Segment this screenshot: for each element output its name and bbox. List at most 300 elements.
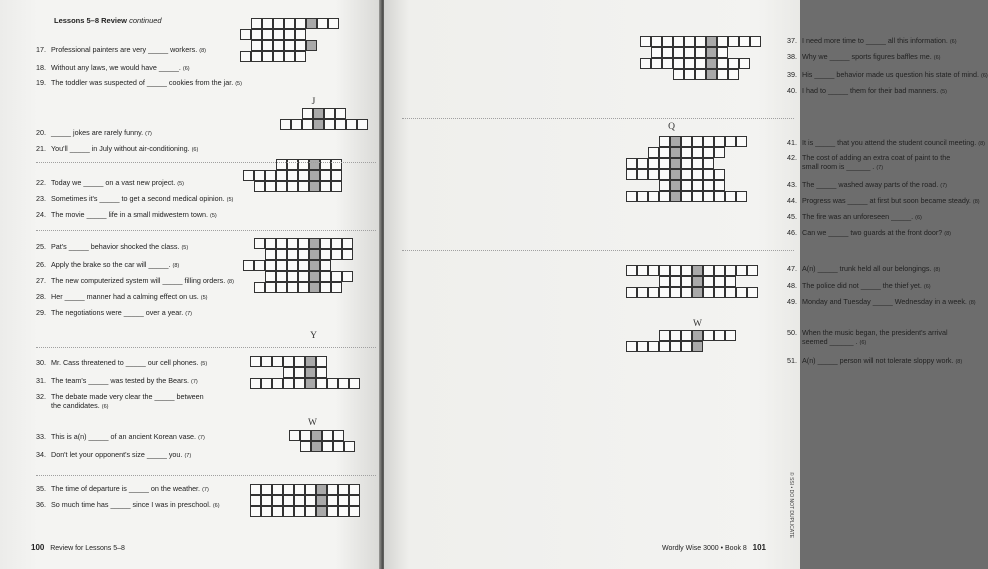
grid-cell[interactable] xyxy=(322,441,333,452)
answer-blank[interactable]: _____ xyxy=(146,450,167,459)
grid-cell[interactable] xyxy=(637,287,648,298)
grid-cell[interactable] xyxy=(272,495,283,506)
grid-cell[interactable] xyxy=(287,170,298,181)
grid-cell[interactable] xyxy=(681,265,692,276)
grid-cell[interactable] xyxy=(706,36,717,47)
grid-cell[interactable] xyxy=(626,341,637,352)
grid-cell[interactable] xyxy=(736,287,747,298)
grid-cell[interactable] xyxy=(298,271,309,282)
grid-cell[interactable] xyxy=(295,18,306,29)
grid-cell[interactable] xyxy=(276,282,287,293)
grid-cell[interactable] xyxy=(265,170,276,181)
grid-cell[interactable] xyxy=(265,260,276,271)
grid-cell[interactable] xyxy=(651,58,662,69)
grid-cell[interactable] xyxy=(276,159,287,170)
grid-cell[interactable] xyxy=(692,158,703,169)
grid-cell[interactable] xyxy=(626,158,637,169)
grid-cell[interactable] xyxy=(316,495,327,506)
grid-cell[interactable] xyxy=(659,169,670,180)
grid-cell[interactable] xyxy=(327,484,338,495)
grid-cell[interactable] xyxy=(305,495,316,506)
grid-cell[interactable] xyxy=(706,69,717,80)
grid-cell[interactable] xyxy=(692,169,703,180)
grid-cell[interactable] xyxy=(670,180,681,191)
grid-cell[interactable] xyxy=(272,356,283,367)
grid-cell[interactable] xyxy=(684,47,695,58)
answer-blank[interactable]: _____ xyxy=(847,196,868,205)
grid-cell[interactable] xyxy=(335,119,346,130)
answer-blank[interactable]: _____ xyxy=(891,212,912,221)
grid-cell[interactable] xyxy=(725,191,736,202)
answer-blank[interactable]: _____ xyxy=(99,194,120,203)
grid-cell[interactable] xyxy=(294,506,305,517)
grid-cell[interactable] xyxy=(703,276,714,287)
grid-cell[interactable] xyxy=(692,180,703,191)
grid-cell[interactable] xyxy=(254,181,265,192)
grid-cell[interactable] xyxy=(287,159,298,170)
grid-cell[interactable] xyxy=(747,265,758,276)
grid-cell[interactable] xyxy=(254,238,265,249)
grid-cell[interactable] xyxy=(695,58,706,69)
grid-cell[interactable] xyxy=(261,378,272,389)
grid-cell[interactable] xyxy=(276,271,287,282)
grid-cell[interactable] xyxy=(344,441,355,452)
grid-cell[interactable] xyxy=(648,158,659,169)
answer-blank[interactable]: _____ xyxy=(64,292,85,301)
grid-cell[interactable] xyxy=(648,147,659,158)
grid-cell[interactable] xyxy=(298,181,309,192)
grid-cell[interactable] xyxy=(637,265,648,276)
grid-cell[interactable] xyxy=(739,36,750,47)
grid-cell[interactable] xyxy=(262,29,273,40)
answer-blank[interactable]: _____ xyxy=(88,432,109,441)
grid-cell[interactable] xyxy=(250,506,261,517)
grid-cell[interactable] xyxy=(673,58,684,69)
grid-cell[interactable] xyxy=(316,378,327,389)
grid-cell[interactable] xyxy=(338,484,349,495)
grid-cell[interactable] xyxy=(681,287,692,298)
grid-cell[interactable] xyxy=(287,282,298,293)
grid-cell[interactable] xyxy=(320,282,331,293)
grid-cell[interactable] xyxy=(714,287,725,298)
grid-cell[interactable] xyxy=(342,238,353,249)
grid-cell[interactable] xyxy=(335,108,346,119)
grid-cell[interactable] xyxy=(673,36,684,47)
grid-cell[interactable] xyxy=(309,159,320,170)
grid-cell[interactable] xyxy=(306,18,317,29)
grid-cell[interactable] xyxy=(272,484,283,495)
answer-blank[interactable]: _____ xyxy=(814,70,835,79)
grid-cell[interactable] xyxy=(276,260,287,271)
grid-cell[interactable] xyxy=(342,271,353,282)
grid-cell[interactable] xyxy=(287,271,298,282)
grid-cell[interactable] xyxy=(349,378,360,389)
grid-cell[interactable] xyxy=(659,191,670,202)
grid-cell[interactable] xyxy=(298,238,309,249)
grid-cell[interactable] xyxy=(659,265,670,276)
grid-cell[interactable] xyxy=(298,249,309,260)
grid-cell[interactable] xyxy=(659,180,670,191)
grid-cell[interactable] xyxy=(681,158,692,169)
grid-cell[interactable] xyxy=(331,271,342,282)
grid-cell[interactable] xyxy=(717,36,728,47)
grid-cell[interactable] xyxy=(706,58,717,69)
answer-blank[interactable]: _____ xyxy=(51,128,71,137)
grid-cell[interactable] xyxy=(311,430,322,441)
grid-cell[interactable] xyxy=(298,260,309,271)
grid-cell[interactable] xyxy=(728,58,739,69)
grid-cell[interactable] xyxy=(331,238,342,249)
answer-blank[interactable]: _____ xyxy=(69,144,90,153)
grid-cell[interactable] xyxy=(333,430,344,441)
grid-cell[interactable] xyxy=(659,158,670,169)
grid-cell[interactable] xyxy=(327,378,338,389)
grid-cell[interactable] xyxy=(725,136,736,147)
grid-cell[interactable] xyxy=(240,29,251,40)
grid-cell[interactable] xyxy=(692,330,703,341)
grid-cell[interactable] xyxy=(331,249,342,260)
grid-cell[interactable] xyxy=(670,287,681,298)
grid-cell[interactable] xyxy=(284,18,295,29)
grid-cell[interactable] xyxy=(283,495,294,506)
grid-cell[interactable] xyxy=(673,47,684,58)
grid-cell[interactable] xyxy=(717,58,728,69)
grid-cell[interactable] xyxy=(637,191,648,202)
grid-cell[interactable] xyxy=(272,506,283,517)
answer-blank[interactable]: _____ xyxy=(148,45,169,54)
grid-cell[interactable] xyxy=(305,356,316,367)
grid-cell[interactable] xyxy=(725,276,736,287)
grid-cell[interactable] xyxy=(240,51,251,62)
grid-cell[interactable] xyxy=(342,249,353,260)
grid-cell[interactable] xyxy=(662,47,673,58)
grid-cell[interactable] xyxy=(294,367,305,378)
grid-cell[interactable] xyxy=(357,119,368,130)
grid-cell[interactable] xyxy=(320,159,331,170)
grid-cell[interactable] xyxy=(695,69,706,80)
grid-cell[interactable] xyxy=(648,169,659,180)
grid-cell[interactable] xyxy=(324,108,335,119)
grid-cell[interactable] xyxy=(695,36,706,47)
grid-cell[interactable] xyxy=(300,430,311,441)
grid-cell[interactable] xyxy=(294,378,305,389)
grid-cell[interactable] xyxy=(298,282,309,293)
grid-cell[interactable] xyxy=(670,158,681,169)
grid-cell[interactable] xyxy=(692,341,703,352)
answer-blank[interactable]: _____ xyxy=(148,260,169,269)
grid-cell[interactable] xyxy=(302,119,313,130)
grid-cell[interactable] xyxy=(736,265,747,276)
grid-cell[interactable] xyxy=(295,40,306,51)
grid-cell[interactable] xyxy=(276,249,287,260)
grid-cell[interactable] xyxy=(681,180,692,191)
answer-blank[interactable]: _____ xyxy=(827,86,848,95)
grid-cell[interactable] xyxy=(262,51,273,62)
grid-cell[interactable] xyxy=(309,238,320,249)
grid-cell[interactable] xyxy=(284,51,295,62)
grid-cell[interactable] xyxy=(681,341,692,352)
grid-cell[interactable] xyxy=(626,169,637,180)
grid-cell[interactable] xyxy=(311,441,322,452)
grid-cell[interactable] xyxy=(261,495,272,506)
grid-cell[interactable] xyxy=(659,341,670,352)
grid-cell[interactable] xyxy=(261,484,272,495)
grid-cell[interactable] xyxy=(276,238,287,249)
answer-blank[interactable]: _____ xyxy=(123,308,144,317)
grid-cell[interactable] xyxy=(273,18,284,29)
grid-cell[interactable] xyxy=(670,265,681,276)
grid-cell[interactable] xyxy=(651,47,662,58)
grid-cell[interactable] xyxy=(681,191,692,202)
grid-cell[interactable] xyxy=(703,287,714,298)
grid-cell[interactable] xyxy=(706,47,717,58)
grid-cell[interactable] xyxy=(338,506,349,517)
grid-cell[interactable] xyxy=(313,119,324,130)
grid-cell[interactable] xyxy=(294,484,305,495)
grid-cell[interactable] xyxy=(291,119,302,130)
grid-cell[interactable] xyxy=(703,191,714,202)
grid-cell[interactable] xyxy=(637,341,648,352)
grid-cell[interactable] xyxy=(250,378,261,389)
grid-cell[interactable] xyxy=(273,29,284,40)
grid-cell[interactable] xyxy=(736,136,747,147)
grid-cell[interactable] xyxy=(272,378,283,389)
grid-cell[interactable] xyxy=(251,29,262,40)
answer-blank[interactable]: _____ xyxy=(162,276,183,285)
grid-cell[interactable] xyxy=(295,51,306,62)
grid-cell[interactable] xyxy=(283,484,294,495)
grid-cell[interactable] xyxy=(309,249,320,260)
grid-cell[interactable] xyxy=(659,287,670,298)
grid-cell[interactable] xyxy=(648,341,659,352)
grid-cell[interactable] xyxy=(262,40,273,51)
grid-cell[interactable] xyxy=(673,69,684,80)
grid-cell[interactable] xyxy=(243,170,254,181)
grid-cell[interactable] xyxy=(322,430,333,441)
grid-cell[interactable] xyxy=(728,69,739,80)
answer-blank[interactable]: _____ xyxy=(88,376,109,385)
answer-blank[interactable]: _____ xyxy=(146,78,167,87)
grid-cell[interactable] xyxy=(273,51,284,62)
grid-cell[interactable] xyxy=(659,276,670,287)
grid-cell[interactable] xyxy=(261,506,272,517)
grid-cell[interactable] xyxy=(313,108,324,119)
grid-cell[interactable] xyxy=(349,495,360,506)
grid-cell[interactable] xyxy=(681,147,692,158)
grid-cell[interactable] xyxy=(681,169,692,180)
grid-cell[interactable] xyxy=(316,367,327,378)
grid-cell[interactable] xyxy=(265,181,276,192)
grid-cell[interactable] xyxy=(250,495,261,506)
grid-cell[interactable] xyxy=(637,158,648,169)
grid-cell[interactable] xyxy=(262,18,273,29)
grid-cell[interactable] xyxy=(320,181,331,192)
answer-blank[interactable]: _____ xyxy=(158,63,179,72)
grid-cell[interactable] xyxy=(736,191,747,202)
grid-cell[interactable] xyxy=(670,330,681,341)
grid-cell[interactable] xyxy=(287,260,298,271)
grid-cell[interactable] xyxy=(703,265,714,276)
grid-cell[interactable] xyxy=(714,265,725,276)
grid-cell[interactable] xyxy=(331,159,342,170)
grid-cell[interactable] xyxy=(626,287,637,298)
grid-cell[interactable] xyxy=(703,158,714,169)
grid-cell[interactable] xyxy=(331,282,342,293)
grid-cell[interactable] xyxy=(331,170,342,181)
grid-cell[interactable] xyxy=(305,506,316,517)
answer-blank[interactable]: _____ xyxy=(816,180,837,189)
grid-cell[interactable] xyxy=(254,260,265,271)
grid-cell[interactable] xyxy=(254,170,265,181)
grid-cell[interactable] xyxy=(703,180,714,191)
grid-cell[interactable] xyxy=(309,170,320,181)
grid-cell[interactable] xyxy=(684,58,695,69)
grid-cell[interactable] xyxy=(692,287,703,298)
grid-cell[interactable] xyxy=(725,330,736,341)
answer-blank[interactable]: _____ xyxy=(872,297,893,306)
grid-cell[interactable] xyxy=(349,506,360,517)
grid-cell[interactable] xyxy=(717,69,728,80)
grid-cell[interactable] xyxy=(338,378,349,389)
answer-blank[interactable]: _____ xyxy=(83,178,104,187)
grid-cell[interactable] xyxy=(327,506,338,517)
answer-blank[interactable]: _____ xyxy=(128,484,149,493)
grid-cell[interactable] xyxy=(320,238,331,249)
grid-cell[interactable] xyxy=(328,18,339,29)
grid-cell[interactable] xyxy=(251,51,262,62)
grid-cell[interactable] xyxy=(659,147,670,158)
grid-cell[interactable] xyxy=(648,191,659,202)
answer-blank[interactable]: _____ xyxy=(817,264,838,273)
grid-cell[interactable] xyxy=(670,169,681,180)
grid-cell[interactable] xyxy=(750,36,761,47)
grid-cell[interactable] xyxy=(714,169,725,180)
grid-cell[interactable] xyxy=(670,276,681,287)
grid-cell[interactable] xyxy=(305,378,316,389)
grid-cell[interactable] xyxy=(662,58,673,69)
grid-cell[interactable] xyxy=(703,330,714,341)
grid-cell[interactable] xyxy=(298,170,309,181)
grid-cell[interactable] xyxy=(338,495,349,506)
grid-cell[interactable] xyxy=(283,506,294,517)
grid-cell[interactable] xyxy=(298,159,309,170)
grid-cell[interactable] xyxy=(714,136,725,147)
grid-cell[interactable] xyxy=(662,36,673,47)
grid-cell[interactable] xyxy=(651,36,662,47)
answer-blank[interactable]: _____ xyxy=(860,281,881,290)
grid-cell[interactable] xyxy=(287,181,298,192)
answer-blank[interactable]: _____ xyxy=(125,358,146,367)
grid-cell[interactable] xyxy=(287,249,298,260)
grid-cell[interactable] xyxy=(659,136,670,147)
grid-cell[interactable] xyxy=(320,249,331,260)
grid-cell[interactable] xyxy=(637,169,648,180)
grid-cell[interactable] xyxy=(251,40,262,51)
grid-cell[interactable] xyxy=(670,191,681,202)
answer-blank[interactable]: _____ xyxy=(828,228,849,237)
grid-cell[interactable] xyxy=(349,484,360,495)
grid-cell[interactable] xyxy=(692,265,703,276)
grid-cell[interactable] xyxy=(305,367,316,378)
grid-cell[interactable] xyxy=(320,260,331,271)
grid-cell[interactable] xyxy=(287,238,298,249)
grid-cell[interactable] xyxy=(251,18,262,29)
grid-cell[interactable] xyxy=(659,330,670,341)
grid-cell[interactable] xyxy=(648,265,659,276)
grid-cell[interactable] xyxy=(703,169,714,180)
grid-cell[interactable] xyxy=(717,47,728,58)
answer-blank[interactable]: _____ xyxy=(815,138,836,147)
grid-cell[interactable] xyxy=(728,36,739,47)
grid-cell[interactable] xyxy=(294,495,305,506)
grid-cell[interactable] xyxy=(725,287,736,298)
grid-cell[interactable] xyxy=(284,29,295,40)
grid-cell[interactable] xyxy=(684,36,695,47)
grid-cell[interactable] xyxy=(284,40,295,51)
grid-cell[interactable] xyxy=(309,260,320,271)
grid-cell[interactable] xyxy=(714,276,725,287)
grid-cell[interactable] xyxy=(739,58,750,69)
grid-cell[interactable] xyxy=(725,265,736,276)
answer-blank[interactable]: _____ xyxy=(86,210,107,219)
grid-cell[interactable] xyxy=(309,282,320,293)
grid-cell[interactable] xyxy=(692,191,703,202)
grid-cell[interactable] xyxy=(692,136,703,147)
grid-cell[interactable] xyxy=(283,367,294,378)
grid-cell[interactable] xyxy=(261,356,272,367)
grid-cell[interactable] xyxy=(331,181,342,192)
grid-cell[interactable] xyxy=(265,249,276,260)
grid-cell[interactable] xyxy=(670,147,681,158)
answer-blank[interactable]: _____ xyxy=(829,52,850,61)
grid-cell[interactable] xyxy=(681,330,692,341)
grid-cell[interactable] xyxy=(640,36,651,47)
grid-cell[interactable] xyxy=(302,108,313,119)
grid-cell[interactable] xyxy=(320,170,331,181)
grid-cell[interactable] xyxy=(333,441,344,452)
answer-blank[interactable]: _____ xyxy=(110,500,131,509)
grid-cell[interactable] xyxy=(309,181,320,192)
grid-cell[interactable] xyxy=(703,147,714,158)
grid-cell[interactable] xyxy=(670,341,681,352)
grid-cell[interactable] xyxy=(294,356,305,367)
grid-cell[interactable] xyxy=(648,287,659,298)
grid-cell[interactable] xyxy=(265,238,276,249)
answer-blank[interactable]: _____ xyxy=(865,36,886,45)
grid-cell[interactable] xyxy=(309,271,320,282)
grid-cell[interactable] xyxy=(681,136,692,147)
grid-cell[interactable] xyxy=(695,47,706,58)
grid-cell[interactable] xyxy=(714,330,725,341)
grid-cell[interactable] xyxy=(265,271,276,282)
grid-cell[interactable] xyxy=(317,18,328,29)
grid-cell[interactable] xyxy=(300,441,311,452)
grid-cell[interactable] xyxy=(670,136,681,147)
grid-cell[interactable] xyxy=(273,40,284,51)
grid-cell[interactable] xyxy=(280,119,291,130)
grid-cell[interactable] xyxy=(250,484,261,495)
answer-blank[interactable]: _____ xyxy=(154,392,175,401)
grid-cell[interactable] xyxy=(295,29,306,40)
grid-cell[interactable] xyxy=(320,271,331,282)
grid-cell[interactable] xyxy=(289,430,300,441)
grid-cell[interactable] xyxy=(703,136,714,147)
grid-cell[interactable] xyxy=(306,40,317,51)
grid-cell[interactable] xyxy=(714,191,725,202)
grid-cell[interactable] xyxy=(747,287,758,298)
grid-cell[interactable] xyxy=(681,276,692,287)
grid-cell[interactable] xyxy=(714,180,725,191)
